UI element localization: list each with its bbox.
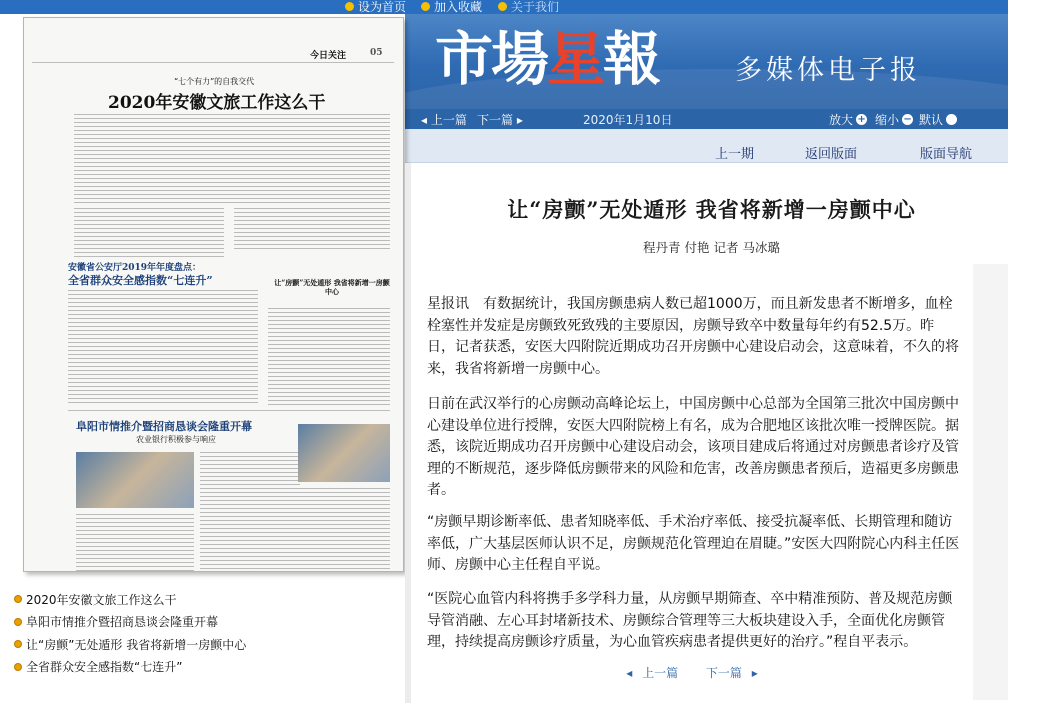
about-label: 关于我们 <box>511 0 560 14</box>
right-gutter <box>1008 0 1040 722</box>
article-paragraph: 星报讯 有数据统计，我国房颤患病人数已超1000万，而且新发患者不断增多，血栓栓塞性并发症是房颤致死致残的主要原因，房颤导致卒中数量每年约有52.5万。昨日，记者获悉，安医大四附院近期成功召开房颤中心建设启动会，这意味着，不久的将来，我省将新增一房颤中心。 <box>427 296 959 377</box>
headline-text: 让“房颤”无处遁形 我省将新增一房颤中心 <box>26 637 247 652</box>
headline-list <box>14 588 394 678</box>
headline-item[interactable] <box>14 588 394 611</box>
scroll-track[interactable] <box>973 264 1008 700</box>
set-home-label: 设为首页 <box>358 0 407 14</box>
bottom-next-link[interactable]: 下一篇 ▸ <box>705 666 758 680</box>
paper-text <box>300 488 390 572</box>
news-photo <box>76 452 194 508</box>
masthead-banner <box>405 14 1008 109</box>
article-paragraph: 日前在武汉举行的心房颤动高峰论坛上，中国房颤中心总部为全国第三批次中国房颤中心建设单位进行授牌，安医大四附院榜上有名，成为合肥地区该批次唯一授牌医院。据悉，该院近期成功召开房颤中心建设启动会，该项目建成后将通过对房颤患者诊疗及管理的不断规范，逐步降低房颤带来的风险和危害，改善房颤患者预后，造福更多房颤患者。 <box>427 396 959 498</box>
add-favorite-label: 加入收藏 <box>434 0 483 14</box>
bullet-icon <box>345 2 354 11</box>
headline-text: 阜阳市情推介暨招商恳谈会隆重开幕 <box>26 615 219 630</box>
prev-edition-link[interactable]: 上一期 <box>715 147 755 162</box>
paper-kicker-2: 安徽省公安厅2019年年度盘点： <box>68 263 202 273</box>
bullet-icon <box>14 595 22 603</box>
divider <box>68 410 390 411</box>
about-link[interactable] <box>498 0 559 14</box>
bottom-prev-link[interactable]: ◂ 上一篇 <box>626 666 679 680</box>
page-number: 05 <box>370 48 383 58</box>
headline-item[interactable] <box>14 611 394 634</box>
kicker: “七个有力”的自我交代 <box>174 77 255 86</box>
plus-icon: + <box>857 114 866 125</box>
bullet-icon <box>14 663 22 671</box>
circle-icon <box>946 114 957 125</box>
article-title: 让“房颤”无处遁形 我省将新增一房颤中心 <box>507 197 916 222</box>
section-nav <box>405 129 1008 163</box>
paper-text <box>76 514 194 572</box>
paper-headline-main: 2020年安徽文旅工作这么干 <box>108 93 326 113</box>
paper-text <box>268 308 390 406</box>
bottom-nav <box>411 664 973 681</box>
bullet-icon <box>498 2 507 11</box>
bullet-icon <box>14 618 22 626</box>
paper-headline-3: 阜阳市情推介暨招商恳谈会隆重开幕 <box>76 420 252 433</box>
zoom-out-button[interactable]: 缩小 − <box>875 113 912 127</box>
headline-text: 全省群众安全感指数“七连升” <box>26 660 183 675</box>
news-photo <box>298 424 390 482</box>
article-body <box>411 264 973 700</box>
page-tag: 今日关注 <box>310 51 347 61</box>
paper-text <box>200 452 300 572</box>
issue-date: 2020年1月10日 <box>583 113 673 127</box>
add-favorite-link[interactable] <box>421 0 482 14</box>
zoom-default-button[interactable]: 默认 <box>919 111 957 128</box>
layout-nav-link[interactable]: 版面导航 <box>920 147 973 162</box>
paper-text <box>68 290 258 405</box>
headline-item[interactable] <box>14 633 394 656</box>
return-layout-link[interactable]: 返回版面 <box>805 147 858 162</box>
bullet-icon <box>421 2 430 11</box>
headline-text: 2020年安徽文旅工作这么干 <box>26 592 177 607</box>
paper-text <box>74 208 224 260</box>
zoom-in-button[interactable]: 放大 + <box>829 113 866 127</box>
minus-icon: − <box>903 114 912 125</box>
bullet-icon <box>14 640 22 648</box>
masthead-subtitle: 多媒体电子报 <box>735 55 921 86</box>
paper-text <box>74 114 390 204</box>
set-home-link[interactable] <box>345 0 406 14</box>
article-header <box>415 170 1008 262</box>
article-toolbar <box>405 109 1008 129</box>
headline-item[interactable] <box>14 656 394 679</box>
article-byline: 程丹青 付艳 记者 马冰璐 <box>643 240 780 255</box>
paper-text <box>234 208 390 250</box>
newspaper-page-image[interactable] <box>23 17 404 572</box>
masthead-logo: 市場星報 <box>435 25 660 93</box>
article-paragraph: “房颤早期诊断率低、患者知晓率低、手术治疗率低、接受抗凝率低、长期管理和随访率低，广大基层医师认识不足，房颤规范化管理迫在眉睫。”安医大四附院心内科主任医师、房颤中心主任程自平说。 <box>427 514 960 573</box>
paper-headline-2: 全省群众安全感指数“七连升” <box>68 274 213 287</box>
divider <box>32 62 394 63</box>
prev-article-link[interactable]: ◂ 上一篇 <box>421 113 467 127</box>
next-article-link[interactable]: 下一篇 ▸ <box>477 113 523 127</box>
article-paragraph: “医院心血管内科将携手多学科力量，从房颤早期筛查、卒中精准预防、普及规范房颤导管消融、左心耳封堵新技术、房颤综合管理等三大板块建设入手，全面优化房颤管理，持续提高房颤诊疗质量，为心血管疾病患者提供更好的治疗。”程自平表示。 <box>427 591 953 650</box>
paper-subhead-3: 农业银行积极参与响应 <box>136 435 216 444</box>
paper-headline-4: 让“房颤”无处遁形 我省将新增一房颤中心 <box>274 278 390 296</box>
